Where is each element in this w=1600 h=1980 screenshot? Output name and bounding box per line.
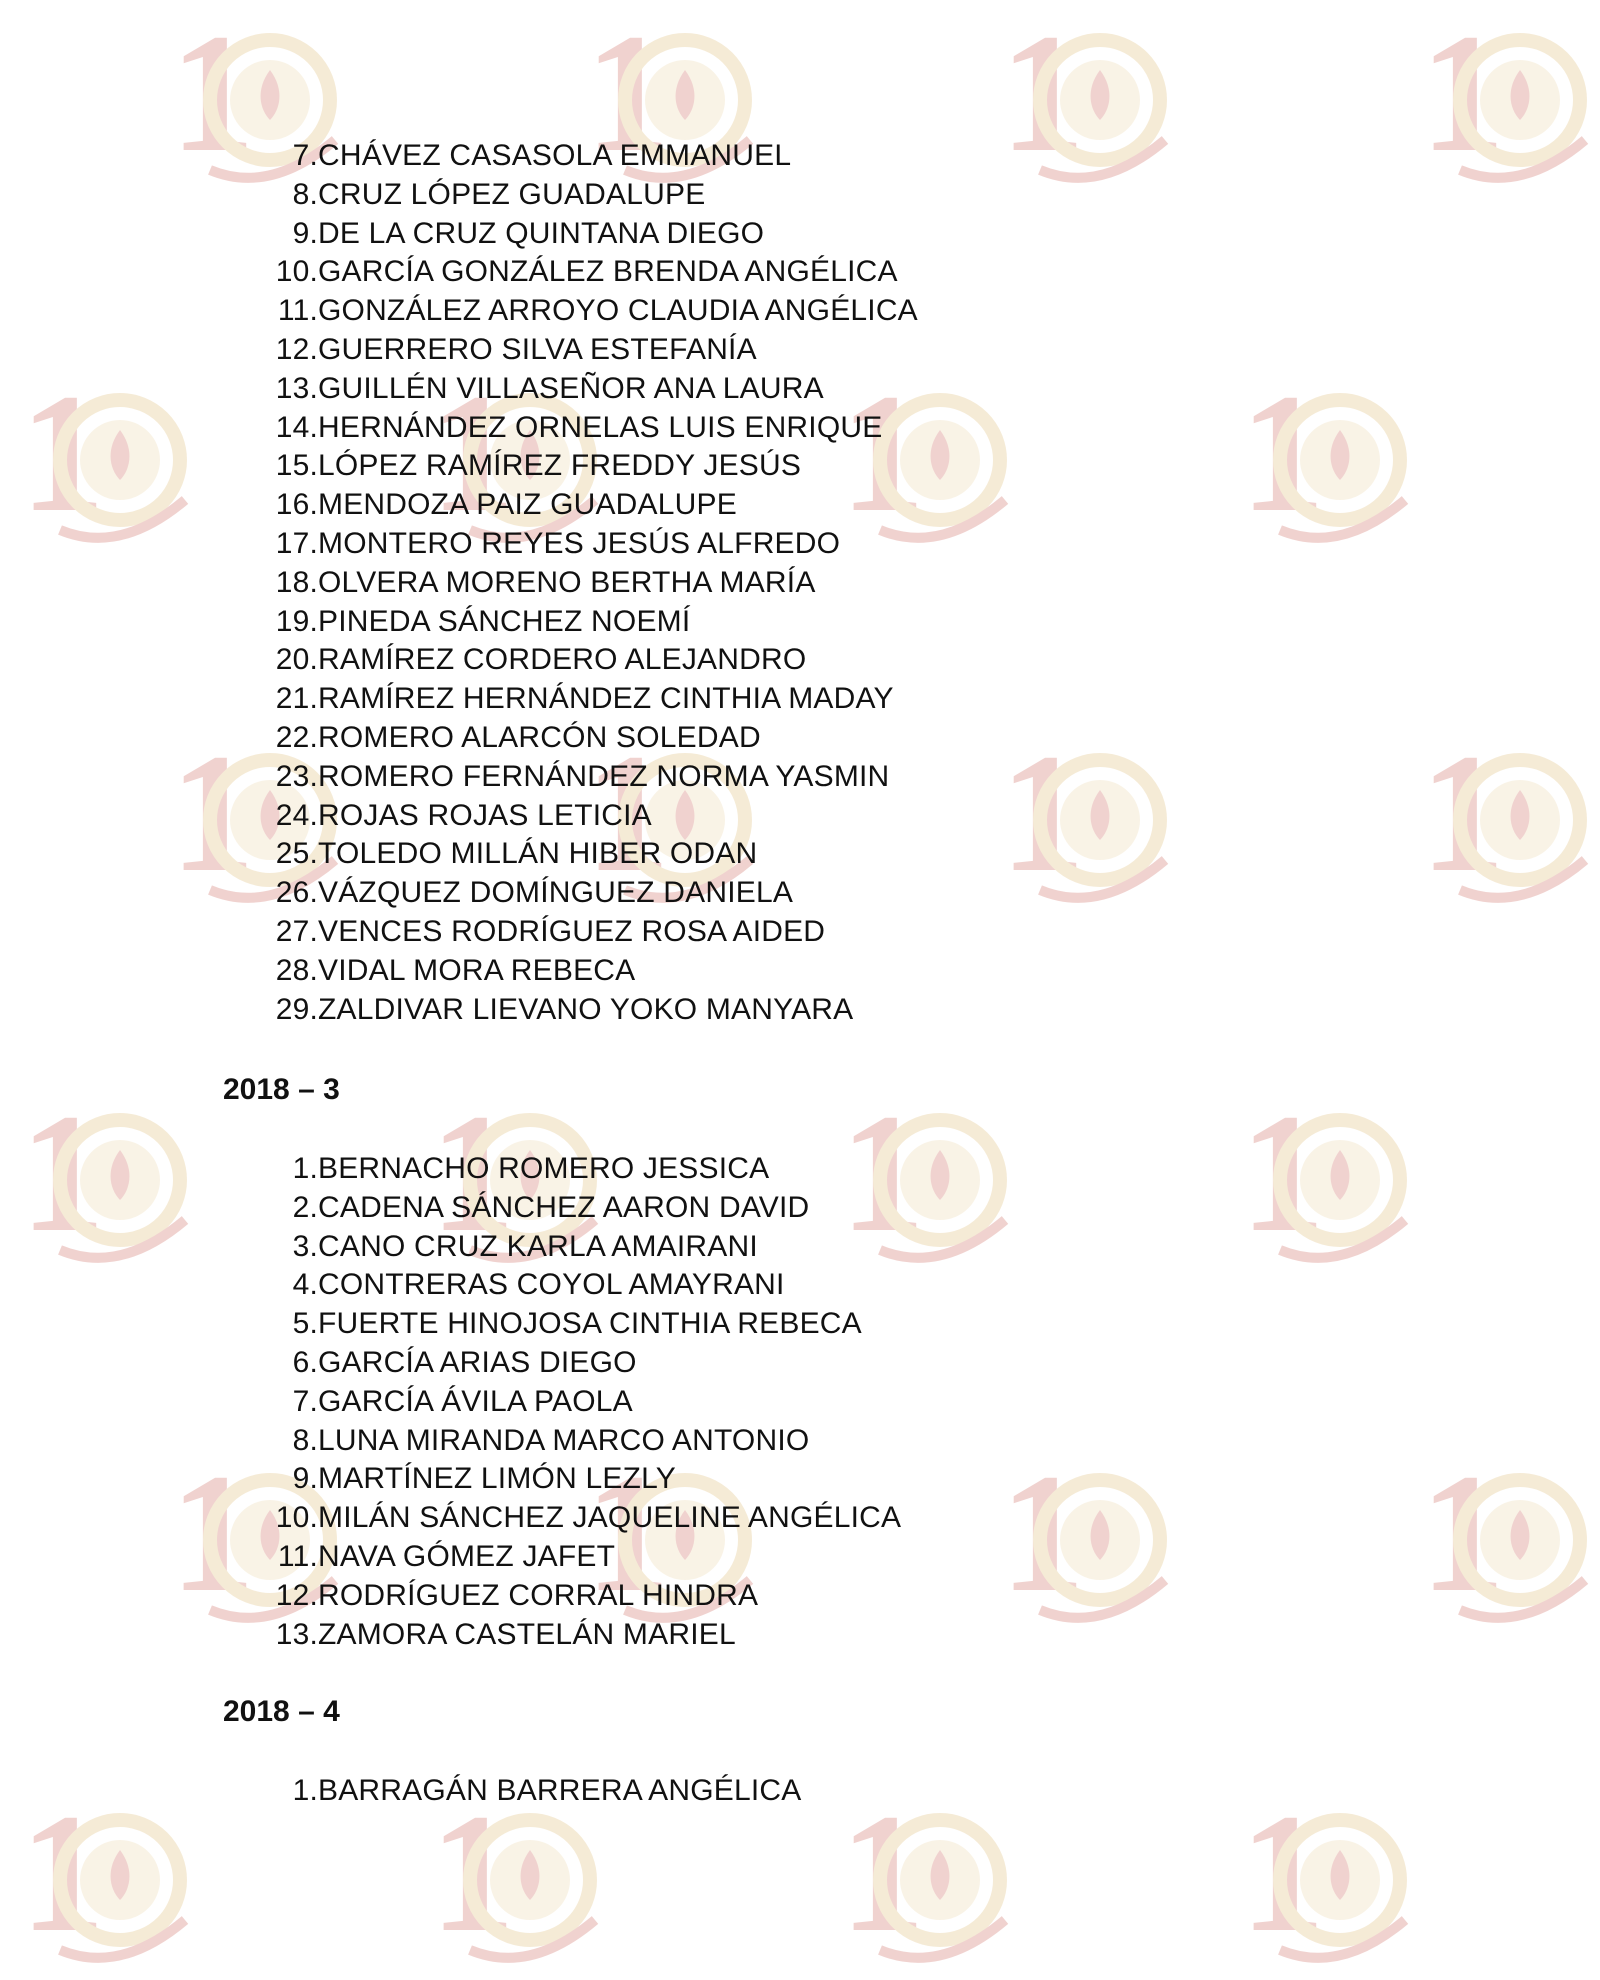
svg-text:1: 1	[1000, 1440, 1085, 1627]
list-item-name: ZAMORA CASTELÁN MARIEL	[318, 1617, 736, 1651]
list-item	[260, 641, 918, 680]
svg-text:1: 1	[1240, 360, 1325, 547]
list-item-name: DE LA CRUZ QUINTANA DIEGO	[318, 216, 765, 250]
list-item-number: 5.	[292, 1307, 318, 1341]
list-item-name: MONTERO REYES JESÚS ALFREDO	[318, 526, 841, 560]
name-list-continued	[260, 137, 918, 1029]
list-item-name: PINEDA SÁNCHEZ NOEMÍ	[318, 604, 691, 638]
list-item-name: CRUZ LÓPEZ GUADALUPE	[318, 177, 706, 211]
list-item-number: 11.	[277, 294, 318, 328]
section-heading-2018-3: 2018 – 3	[223, 1073, 340, 1106]
list-item	[260, 1499, 901, 1538]
list-item-name: MILÁN SÁNCHEZ JAQUELINE ANGÉLICA	[318, 1501, 902, 1535]
list-item	[260, 137, 918, 176]
list-item	[260, 991, 918, 1030]
list-item-name: ROMERO ALARCÓN SOLEDAD	[318, 720, 761, 754]
list-item-number: 4.	[292, 1268, 318, 1302]
list-item-number: 13.	[275, 371, 318, 405]
list-item	[260, 253, 918, 292]
list-item	[260, 835, 918, 874]
svg-text:1: 1	[585, 720, 670, 907]
list-item-name: RAMÍREZ HERNÁNDEZ CINTHIA MADAY	[318, 682, 894, 716]
list-item	[260, 525, 918, 564]
list-item-number: 17.	[275, 526, 318, 560]
list-item-name: LUNA MIRANDA MARCO ANTONIO	[318, 1423, 810, 1457]
list-item-number: 3.	[292, 1229, 318, 1263]
list-item-number: 24.	[275, 798, 318, 832]
list-item-name: MARTÍNEZ LIMÓN LEZLY	[318, 1462, 676, 1496]
svg-text:1: 1	[1000, 720, 1085, 907]
list-item	[260, 292, 918, 331]
name-list-2018-3	[260, 1150, 901, 1654]
list-item-number: 6.	[292, 1345, 318, 1379]
list-item	[260, 564, 918, 603]
list-item-name: ZALDIVAR LIEVANO YOKO MANYARA	[318, 992, 854, 1026]
list-item-name: VENCES RODRÍGUEZ ROSA AIDED	[318, 914, 826, 948]
list-item	[260, 1538, 901, 1577]
svg-text:1: 1	[840, 1080, 925, 1267]
list-item	[260, 1228, 901, 1267]
list-item	[260, 1422, 901, 1461]
list-item	[260, 952, 918, 991]
list-item-name: GUERRERO SILVA ESTEFANÍA	[318, 332, 757, 366]
list-item	[260, 874, 918, 913]
list-item-number: 2.	[292, 1190, 318, 1224]
svg-text:1: 1	[20, 360, 105, 547]
list-item-name: GARCÍA ÁVILA PAOLA	[318, 1384, 633, 1418]
list-item-number: 23.	[275, 759, 318, 793]
svg-text:1: 1	[430, 360, 515, 547]
list-item-name: TOLEDO MILLÁN HIBER ODAN	[318, 837, 758, 871]
list-item-number: 21.	[275, 682, 318, 716]
list-item	[260, 447, 918, 486]
list-item	[260, 1460, 901, 1499]
list-item	[260, 370, 918, 409]
svg-text:1: 1	[840, 360, 925, 547]
list-item	[260, 719, 918, 758]
list-item-name: ROMERO FERNÁNDEZ NORMA YASMIN	[318, 759, 890, 793]
svg-text:1: 1	[1420, 0, 1505, 187]
list-item-number: 18.	[275, 565, 318, 599]
list-item	[260, 331, 918, 370]
svg-text:1: 1	[170, 720, 255, 907]
svg-text:1: 1	[430, 1080, 515, 1267]
list-item	[260, 409, 918, 448]
list-item	[260, 680, 918, 719]
list-item-number: 19.	[275, 604, 318, 638]
list-item	[260, 1577, 901, 1616]
list-item-name: BARRAGÁN BARRERA ANGÉLICA	[318, 1774, 802, 1807]
list-item-name: OLVERA MORENO BERTHA MARÍA	[318, 565, 816, 599]
list-item-name: CADENA SÁNCHEZ AARON DAVID	[318, 1190, 810, 1224]
svg-text:1: 1	[585, 1440, 670, 1627]
list-item-number: 29.	[275, 992, 318, 1026]
list-item-number: 15.	[275, 449, 318, 483]
list-item-name: VÁZQUEZ DOMÍNGUEZ DANIELA	[318, 876, 794, 910]
svg-text:1: 1	[430, 1780, 515, 1967]
list-item	[260, 215, 918, 254]
svg-text:1: 1	[20, 1080, 105, 1267]
list-item	[260, 913, 918, 952]
list-item-name: NAVA GÓMEZ JAFET	[318, 1539, 616, 1573]
list-item-name: RAMÍREZ CORDERO ALEJANDRO	[318, 643, 807, 677]
list-item	[260, 797, 918, 836]
list-item-number: 28.	[275, 953, 318, 987]
list-item-name: MENDOZA PAIZ GUADALUPE	[318, 488, 737, 522]
svg-text:1: 1	[1420, 1440, 1505, 1627]
list-item-name: CANO CRUZ KARLA AMAIRANI	[318, 1229, 758, 1263]
list-item-name: RODRÍGUEZ CORRAL HINDRA	[318, 1578, 759, 1612]
list-item-number: 26.	[275, 876, 318, 910]
list-item	[260, 1266, 901, 1305]
list-item-number: 9.	[292, 1462, 318, 1496]
svg-text:1: 1	[170, 1440, 255, 1627]
list-item-name: GARCÍA GONZÁLEZ BRENDA ANGÉLICA	[318, 255, 898, 289]
list-item-number: 10.	[275, 255, 318, 289]
list-item	[260, 1189, 901, 1228]
list-item-number: 10.	[275, 1501, 318, 1535]
svg-text:1: 1	[585, 0, 670, 187]
list-item-number: 27.	[275, 914, 318, 948]
list-item-number: 20.	[275, 643, 318, 677]
list-item-number: 13.	[275, 1617, 318, 1651]
list-item-number: 1.	[292, 1774, 318, 1807]
list-item-name: CHÁVEZ CASASOLA EMMANUEL	[318, 139, 792, 172]
list-item	[260, 1383, 901, 1422]
list-item	[260, 1344, 901, 1383]
list-item-number: 7.	[292, 1384, 318, 1418]
svg-text:1: 1	[170, 0, 255, 187]
list-item-name: VIDAL MORA REBECA	[318, 953, 636, 987]
list-item-number: 25.	[275, 837, 318, 871]
section-heading-2018-4: 2018 – 4	[223, 1695, 340, 1728]
list-item-name: LÓPEZ RAMÍREZ FREDDY JESÚS	[318, 449, 802, 483]
list-item	[260, 176, 918, 215]
svg-text:1: 1	[1240, 1080, 1325, 1267]
list-item-name: HERNÁNDEZ ORNELAS LUIS ENRIQUE	[318, 410, 883, 444]
name-list-2018-4	[260, 1772, 801, 1811]
list-item-name: BERNACHO ROMERO JESSICA	[318, 1152, 770, 1185]
list-item-number: 14.	[275, 410, 318, 444]
svg-text:1: 1	[1240, 1780, 1325, 1967]
list-item-number: 8.	[292, 177, 318, 211]
list-item	[260, 758, 918, 797]
list-item	[260, 1772, 801, 1811]
list-item	[260, 486, 918, 525]
svg-text:1: 1	[1420, 720, 1505, 907]
list-item-number: 12.	[275, 1578, 318, 1612]
list-item-number: 12.	[275, 332, 318, 366]
list-item-number: 11.	[277, 1539, 318, 1573]
svg-text:1: 1	[1000, 0, 1085, 187]
list-item-number: 16.	[275, 488, 318, 522]
list-item-name: ROJAS ROJAS LETICIA	[318, 798, 652, 832]
list-item-name: GUILLÉN VILLASEÑOR ANA LAURA	[318, 371, 824, 405]
list-item	[260, 603, 918, 642]
list-item-number: 8.	[292, 1423, 318, 1457]
list-item-name: GONZÁLEZ ARROYO CLAUDIA ANGÉLICA	[318, 294, 918, 328]
list-item-name: FUERTE HINOJOSA CINTHIA REBECA	[318, 1307, 862, 1341]
list-item	[260, 1305, 901, 1344]
list-item-name: GARCÍA ARIAS DIEGO	[318, 1345, 637, 1379]
svg-text:1: 1	[20, 1780, 105, 1967]
list-item-number: 9.	[292, 216, 318, 250]
list-item	[260, 1616, 901, 1655]
list-item-number: 7.	[292, 139, 318, 172]
list-item-name: CONTRERAS COYOL AMAYRANI	[318, 1268, 785, 1302]
list-item	[260, 1150, 901, 1189]
list-item-number: 22.	[275, 720, 318, 754]
svg-text:1: 1	[840, 1780, 925, 1967]
list-item-number: 1.	[292, 1152, 318, 1185]
